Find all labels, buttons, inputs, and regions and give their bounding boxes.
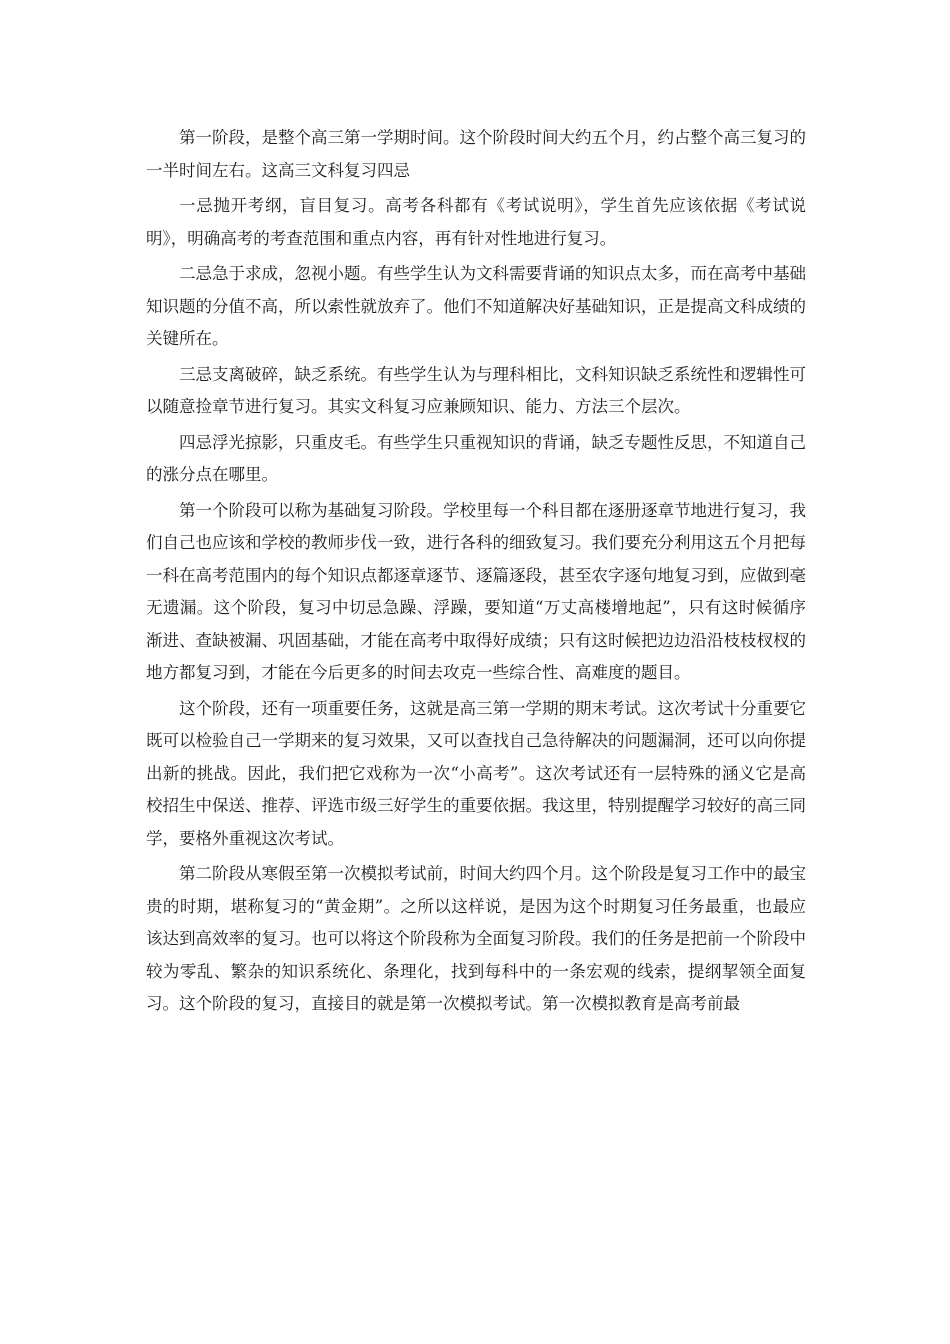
paragraph-basic-review: 第一个阶段可以称为基础复习阶段。学校里每一个科目都在逐册逐章节地进行复习，我们自己也应该和学校的教师步伐一致，进行各科的细致复习。我们要充分利用这五个月把每一科在高考范围内的每个知识点都逐章逐节、逐篇逐段，甚至农字逐句地复习到，应做到毫无遗漏。这个阶段，复习中切忌急躁、浮躁，要知道“万丈高楼增地起”，只有这时候循序渐进、查缺被漏、巩固基础，才能在高考中取得好成绩；只有这时候把边边沿沿枝枝杈杈的地方都复习到，才能在今后更多的时间去攻克一些综合性、高难度的题目。	[146, 500, 806, 682]
paragraph-stage-one-intro: 第一阶段，是整个高三第一学期时间。这个阶段时间大约五个月，约占整个高三复习的一半时间左右。这高三文科复习四忌	[146, 128, 806, 180]
paragraph-taboo-three: 三忌支离破碎，缺乏系统。有些学生认为与理科相比，文科知识缺乏系统性和逻辑性可以随意捡章节进行复习。其实文科复习应兼顾知识、能力、方法三个层次。	[146, 364, 806, 416]
document-body	[146, 122, 806, 1021]
paragraph-stage-two: 第二阶段从寒假至第一次模拟考试前，时间大约四个月。这个阶段是复习工作中的最宝贵的时期，堪称复习的“黄金期”。之所以这样说，是因为这个时期复习任务最重，也最应该达到高效率的复习。也可以将这个阶段称为全面复习阶段。我们的任务是把前一个阶段中较为零乱、繁杂的知识系统化、条理化，找到每科中的一条宏观的线索，提纲挈领全面复习。这个阶段的复习，直接目的就是第一次模拟考试。第一次模拟教育是高考前最	[146, 864, 806, 1013]
paragraph-taboo-four: 四忌浮光掠影，只重皮毛。有些学生只重视知识的背诵，缺乏专题性反思，不知道自己的涨分点在哪里。	[146, 432, 806, 484]
paragraph-taboo-one: 一忌抛开考纲，盲目复习。高考各科都有《考试说明》，学生首先应该依据《考试说明》，明确高考的考查范围和重点内容，再有针对性地进行复习。	[146, 196, 806, 248]
paragraph-final-exam: 这个阶段，还有一项重要任务，这就是高三第一学期的期末考试。这次考试十分重要它既可以检验自己一学期来的复习效果，又可以查找自己急待解决的问题漏洞，还可以向你提出新的挑战。因此，我们把它戏称为一次“小高考”。这次考试还有一层特殊的涵义它是高校招生中保送、推荐、评选市级三好学生的重要依据。我这里，特别提醒学习较好的高三同学，要格外重视这次考试。	[146, 698, 806, 848]
paragraph-taboo-two: 二忌急于求成，忽视小题。有些学生认为文科需要背诵的知识点太多，而在高考中基础知识题的分值不高，所以索性就放弃了。他们不知道解决好基础知识，正是提高文科成绩的关键所在。	[146, 264, 806, 348]
